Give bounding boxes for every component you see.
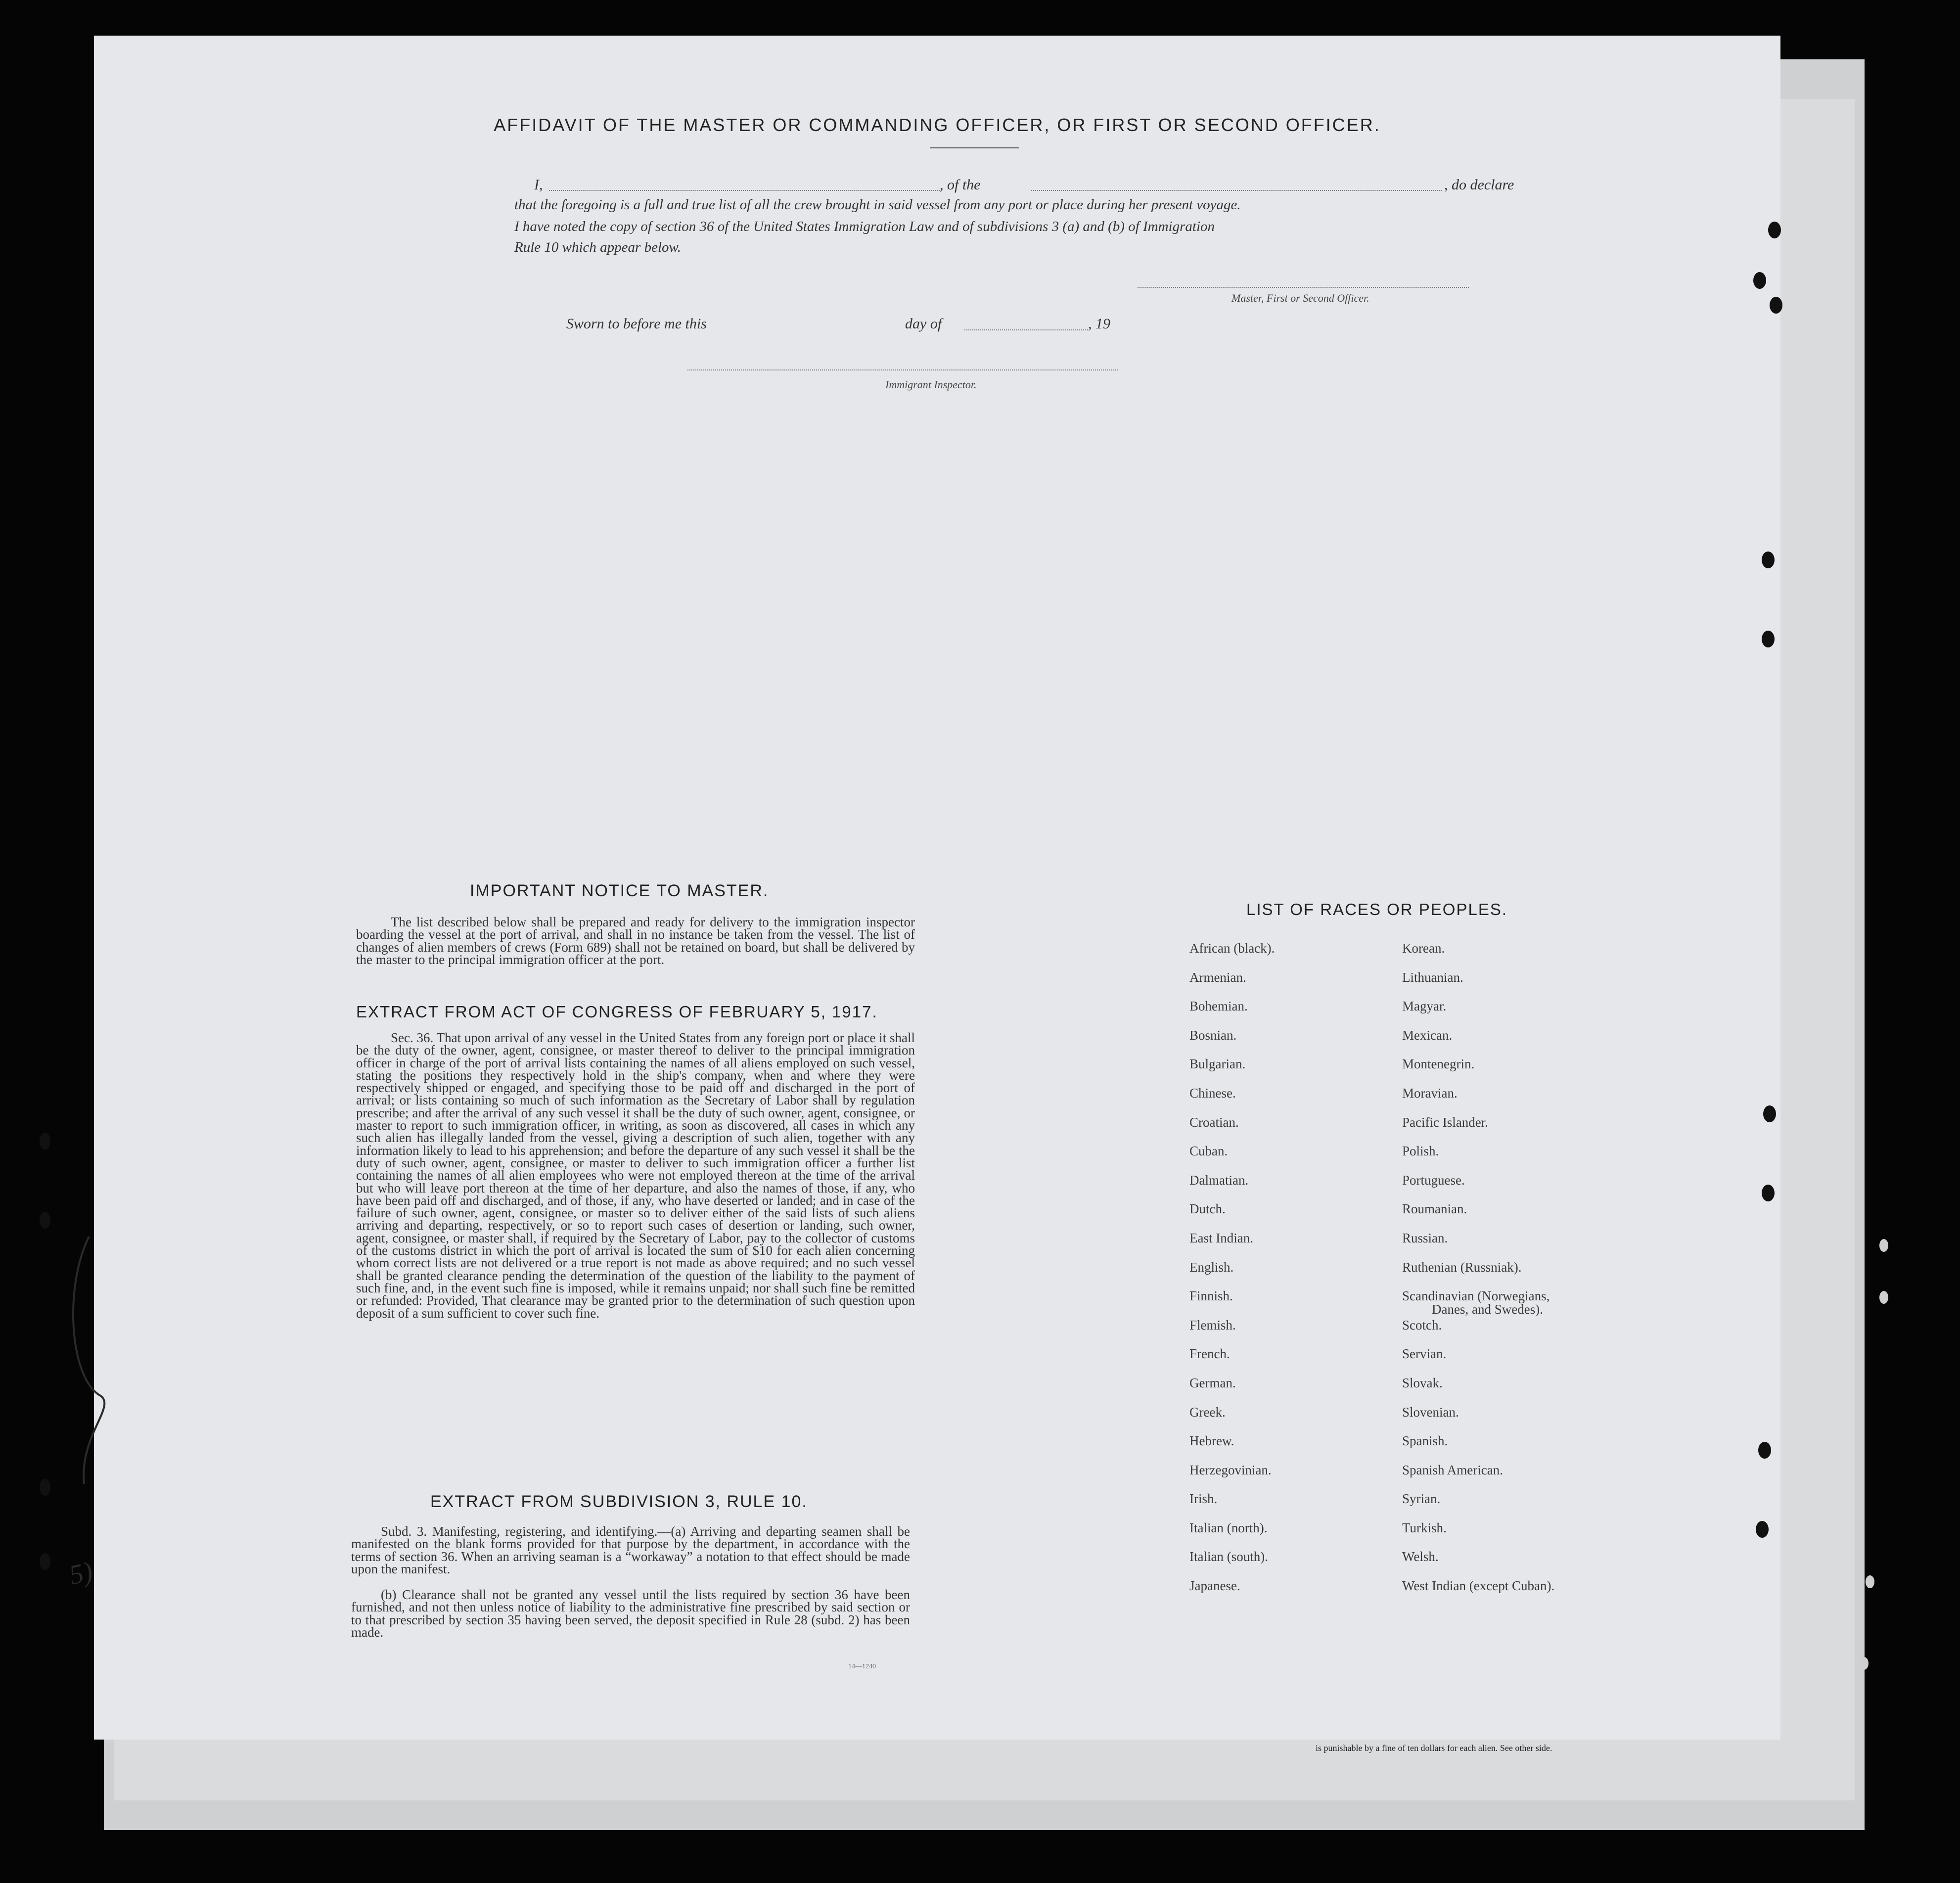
- race-item: German.: [1189, 1375, 1236, 1390]
- race-item: Japanese.: [1189, 1578, 1240, 1594]
- edge-hole: [1866, 1575, 1874, 1588]
- act-extract-body: Sec. 36. That upon arrival of any vessel in the United States from any foreign port or place it shall be the duty of the owner, agent, consignee, or master thereof to deliver to the principal immigration officer in charge of the port of arrival lists containing the names of all aliens employed on such vessel, stating the positions they respectively hold in the ship's company, when and where they were respectively shipped or engaged, and specifying those to be paid off and discharged in the port of arrival; or lists containing so much of such information as the Secretary of Labor shall by regulation prescribe; and after the arrival of any such vessel it shall be the duty of such owner, agent, consignee, or master to report to such immigration officer, in writing, as soon as discovered, all cases in which any such alien has illegally landed from the vessel, giving a description of such alien, together with any information likely to lead to his apprehension; and before the departure of any such vessel it shall be the duty of such owner, agent, consignee, or master to deliver to such immigration officer a further list containing the names of all alien employees who were not employed thereon at the time of the arrival but who will leave port thereon at the time of her departure, and also the names of those, if any, who have been paid off and discharged, and of those, if any, who have deserted or landed; and in case of the failure of such owner, agent, consignee, or master so to deliver either of the said lists of such aliens arriving and departing, respectively, or so to report such cases of desertion or landing, such owner, agent, consignee, or master shall, if required by the Secretary of Labor, pay to the collector of customs of the customs district in which the port of arrival is located the sum of $10 for each alien concerning whom correct lists are not delivered or a true report is not made as above required; and no such vessel shall be granted clearance pending the determination of the question of the liability to the payment of such fine, and, in the event such fine is imposed, while it remains unpaid; nor shall such fine be remitted or refunded: Provided, That clearance may be granted prior to the determination of such question upon deposit of a sum sufficient to cover such fine.: [356, 1030, 915, 1321]
- race-item: Mexican.: [1402, 1027, 1453, 1043]
- race-item: Montenegrin.: [1402, 1056, 1475, 1072]
- footer-note: is punishable by a fine of ten dollars for each alien. See other side.: [1316, 1743, 1552, 1753]
- punch-hole: [1753, 272, 1766, 289]
- race-item: Russian.: [1402, 1230, 1448, 1245]
- race-item: Magyar.: [1402, 999, 1447, 1014]
- race-item: Slovenian.: [1402, 1404, 1459, 1420]
- punch-hole: [1770, 297, 1782, 314]
- race-item: Dutch.: [1189, 1201, 1226, 1217]
- race-item: Irish.: [1189, 1491, 1218, 1507]
- race-item: Hebrew.: [1189, 1433, 1234, 1449]
- race-item: English.: [1189, 1259, 1234, 1275]
- race-item: Scotch.: [1402, 1317, 1442, 1332]
- affidavit-i: I,: [534, 177, 543, 193]
- races-heading: LIST OF RACES OR PEOPLES.: [1246, 900, 1508, 919]
- race-item: Korean.: [1402, 941, 1445, 956]
- edge-hole: [1860, 1657, 1869, 1670]
- race-item: Welsh.: [1402, 1549, 1439, 1564]
- punch-hole: [1756, 1521, 1769, 1538]
- race-item: Ruthenian (Russniak).: [1402, 1259, 1522, 1275]
- race-item: Italian (south).: [1189, 1549, 1268, 1564]
- punch-hole: [1762, 631, 1775, 647]
- race-item: Turkish.: [1402, 1520, 1447, 1535]
- race-item: Bosnian.: [1189, 1027, 1237, 1043]
- day-of-text: day of: [905, 316, 942, 332]
- master-signature-label: Master, First or Second Officer.: [1231, 292, 1369, 304]
- edge-hole: [40, 1133, 50, 1149]
- race-item: Italian (north).: [1189, 1520, 1268, 1535]
- punch-hole: [1762, 551, 1775, 568]
- races-right-column: [1402, 941, 1554, 1607]
- race-item: Lithuanian.: [1402, 969, 1463, 985]
- master-signature-line: [1138, 287, 1469, 288]
- affidavit-title: AFFIDAVIT OF THE MASTER OR COMMANDING OFFICER, OR FIRST OR SECOND OFFICER.: [494, 115, 1381, 135]
- races-left-column: [1189, 941, 1275, 1607]
- punch-hole: [1762, 1185, 1775, 1201]
- notice-body: The list described below shall be prepared and ready for delivery to the immigration inspector boarding the vessel at the port of arrival, and shall in no instance be taken from the vessel. The list of changes of alien members of crews (Form 689) shall not be retained on board, but shall be delivered by the master to the principal immigration officer at the port.: [356, 915, 915, 967]
- race-item: Greek.: [1189, 1404, 1226, 1420]
- race-item: Syrian.: [1402, 1491, 1441, 1507]
- edge-hole: [1879, 1291, 1888, 1304]
- affidavit-of-the: , of the: [940, 177, 981, 193]
- edge-hole: [40, 1479, 50, 1496]
- vessel-name-line: [1031, 190, 1442, 191]
- race-item: Bulgarian.: [1189, 1056, 1246, 1072]
- race-item: Portuguese.: [1402, 1172, 1465, 1188]
- race-item: Servian.: [1402, 1346, 1447, 1362]
- race-item: East Indian.: [1189, 1230, 1253, 1245]
- race-item: Polish.: [1402, 1144, 1439, 1159]
- race-item: Herzegovinian.: [1189, 1462, 1272, 1477]
- affidavit-line-2: that the foregoing is a full and true list of all the crew brought in said vessel from any port or place during her present voyage.: [514, 197, 1241, 213]
- rule-para-a: Subd. 3. Manifesting, registering, and identifying.—(a) Arriving and departing seamen shall be manifested on the blank forms provided for that purpose by the department, in accordance with the terms of section 36. When an arriving seaman is a “workaway” a notation to that effect should be made upon the manifest.: [351, 1524, 910, 1576]
- race-item: West Indian (except Cuban).: [1402, 1578, 1555, 1594]
- rule-extract-heading: EXTRACT FROM SUBDIVISION 3, RULE 10.: [430, 1492, 808, 1511]
- race-item: Slovak.: [1402, 1375, 1443, 1390]
- rule-para-b: (b) Clearance shall not be granted any vessel until the lists required by section 36 have been furnished, and not then unless notice of liability to the administrative fine prescribed by said section or to that prescribed by section 35 having been served, the deposit specified in Rule 28 (subd. 2) has been made.: [351, 1587, 910, 1640]
- punch-hole: [1763, 1105, 1776, 1122]
- race-item: Spanish.: [1402, 1433, 1448, 1449]
- month-line: [964, 329, 1088, 330]
- race-item: Roumanian.: [1402, 1201, 1467, 1217]
- race-item: Spanish American.: [1402, 1462, 1503, 1477]
- act-extract-heading: EXTRACT FROM ACT OF CONGRESS OF FEBRUARY 5, 1917.: [356, 1003, 878, 1021]
- race-item: Croatian.: [1189, 1114, 1239, 1130]
- sworn-text: Sworn to before me this: [566, 316, 707, 332]
- race-item: Chinese.: [1189, 1085, 1236, 1101]
- margin-mark: 5): [66, 1556, 95, 1591]
- race-item: Finnish.: [1189, 1288, 1233, 1304]
- race-item: African (black).: [1189, 941, 1275, 956]
- edge-hole: [1879, 1239, 1888, 1252]
- document-page: [94, 36, 1780, 1753]
- title-rule: [930, 147, 1019, 148]
- race-item: Moravian.: [1402, 1085, 1458, 1101]
- race-item: Armenian.: [1189, 969, 1246, 985]
- race-item: Flemish.: [1189, 1317, 1236, 1332]
- race-item: Scandinavian (Norwegians, Danes, and Swedes).: [1402, 1288, 1550, 1317]
- form-number: 14—1240: [848, 1663, 876, 1670]
- inspector-label: Immigrant Inspector.: [885, 378, 977, 391]
- handwritten-scribble: [59, 1227, 129, 1603]
- edge-hole: [40, 1553, 50, 1570]
- notice-heading: IMPORTANT NOTICE TO MASTER.: [470, 881, 769, 900]
- punch-hole: [1768, 222, 1781, 238]
- race-item: Bohemian.: [1189, 999, 1248, 1014]
- master-name-line: [549, 190, 940, 191]
- affidavit-declare: , do declare: [1444, 177, 1514, 193]
- race-item: French.: [1189, 1346, 1230, 1362]
- punch-hole: [1758, 1442, 1771, 1459]
- affidavit-line-3: I have noted the copy of section 36 of the United States Immigration Law and of subdivisions 3 (a) and (b) of Immigration: [514, 219, 1215, 234]
- edge-hole: [40, 1212, 50, 1229]
- inspector-signature-line: [687, 369, 1118, 370]
- year-text: , 19: [1088, 316, 1110, 332]
- affidavit-line-4: Rule 10 which appear below.: [514, 239, 681, 255]
- race-item: Cuban.: [1189, 1144, 1228, 1159]
- race-item: Dalmatian.: [1189, 1172, 1249, 1188]
- race-item-continuation: Danes, and Swedes).: [1432, 1302, 1543, 1317]
- race-item: Pacific Islander.: [1402, 1114, 1488, 1130]
